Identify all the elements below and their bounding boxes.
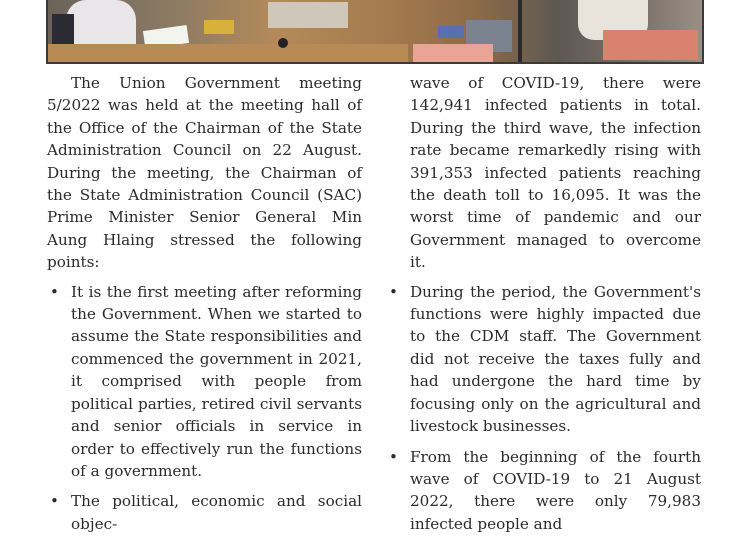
intro-paragraph: The Union Government meeting 5/2022 was held at the meeting hall of the Office of the Chairman of the State Administration Council on 22 August. During the meeting, the Chairman of the State Administration Council (SAC) Prime Minister Senior General Min Aung Hlaing stressed the following points:: [47, 74, 362, 272]
right-bullet-list: [386, 281, 701, 535]
microphone: [278, 38, 288, 48]
right-column: [386, 72, 701, 543]
list-item: • The political, economic and social objec-: [47, 490, 362, 535]
document-folders: [603, 30, 698, 60]
list-item: • During the period, the Government's functions were highly impacted due to the CDM staff. The Government did not receive the taxes fully and had undergone the hard time by focusing only on the agricultural and livestock businesses.: [386, 281, 701, 438]
continued-paragraph: wave of COVID-19, there were 142,941 infected patients in total. During the third wave, the infection rate became remarkedly rising with 391,353 infected patients reaching the death toll to 16,095. It was the worst time of pandemic and our Government managed to overcome it.: [410, 74, 701, 272]
meeting-photo-image: [48, 0, 702, 62]
window-center: [268, 2, 348, 28]
list-item: • From the beginning of the fourth wave of COVID-19 to 21 August 2022, there were only 79,983 infected people and: [386, 446, 701, 536]
meeting-photo: [46, 0, 704, 64]
list-item: • It is the first meeting after reforming the Government. When we started to assume the State responsibilities and commenced the government in 2021, it comprised with people from political parties, retired civil servants and senior officials in service in order to effectively run the functions of a government.: [47, 281, 362, 483]
left-bullet-list: [47, 281, 362, 535]
table-surface: [48, 44, 408, 62]
document-folders-stack: [413, 44, 493, 62]
divider-frame: [518, 0, 522, 62]
nameplate: [204, 20, 234, 34]
nameplate-right: [438, 26, 464, 38]
left-column: [47, 72, 362, 543]
